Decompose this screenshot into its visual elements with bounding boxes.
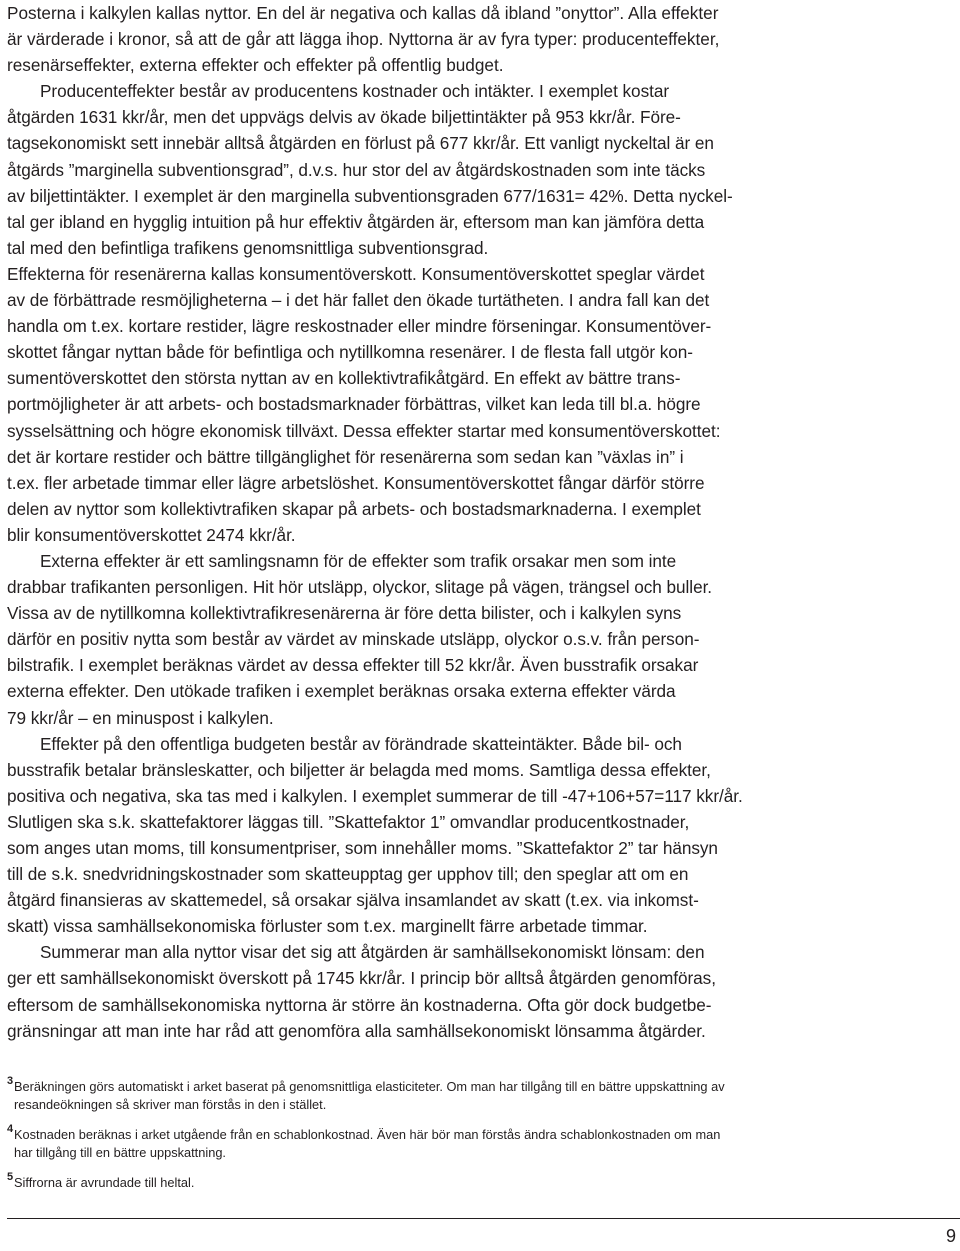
text-line: som anges utan moms, till konsumentpriser, som innehåller moms. ”Skattefaktor 2” tar hänsyn — [7, 838, 718, 858]
text-line: av de förbättrade resmöjligheterna – i det här fallet den ökade turtätheten. I andra fall kan det — [7, 290, 710, 311]
body-text — [7, 0, 789, 1044]
text-line: drabbar trafikanten personligen. Hit hör utsläpp, olyckor, slitage på vägen, trängsel och buller. — [7, 577, 713, 598]
text-line: Producenteffekter består av producentens kostnader och intäkter. I exemplet kostar — [40, 81, 670, 102]
text-line: gränsningar att man inte har råd att genomföra alla samhällsekonomiskt lönsamma åtgärder. — [7, 1020, 706, 1041]
footnotes — [7, 1075, 807, 1192]
text-line: 79 kkr/år – en minuspost i kalkylen. — [7, 707, 274, 728]
page-number: 9 — [945, 1226, 956, 1246]
text-line: delen av nyttor som kollektivtrafiken skapar på arbets- och bostadsmarknaderna. I exemplet — [7, 498, 701, 519]
text-line: t.ex. fler arbetade timmar eller lägre arbetslöshet. Konsumentöverskottet fångar därför större — [7, 472, 705, 493]
text-line: externa effekter. Den utökade trafiken i exemplet beräknas orsaka externa effekter värda — [7, 681, 676, 702]
text-line: positiva och negativa, ska tas med i kalkylen. I exemplet summerar de till -47+106+57=117 kkr/år. — [7, 785, 743, 806]
text-line: blir konsumentöverskottet 2474 kkr/år. — [7, 524, 296, 545]
text-line: portmöjligheter är att arbets- och bostadsmarknader förbättras, vilket kan leda till bl.a. högre — [7, 394, 701, 415]
footnote-line: Kostnaden beräknas i arket utgående från en schablonkostnad. Även här bör man förstås ändra schablonkostnaden om man — [14, 1127, 721, 1142]
text-line: åtgärden 1631 kkr/år, men det uppvägs delvis av ökade biljettintäkter på 953 kkr/år. Före- — [7, 107, 681, 128]
footnote-line: Siffrorna är avrundade till heltal. — [14, 1175, 195, 1190]
text-line: Effekter på den offentliga budgeten består av förändrade skatteintäkter. Både bil- och — [40, 733, 682, 754]
text-line: tagsekonomiskt sett innebär alltså åtgärden en förlust på 677 kkr/år. Ett vanligt nyckeltal är en — [7, 133, 714, 154]
text-line: Effekterna för resenärerna kallas konsumentöverskott. Konsumentöverskottet speglar värdet — [7, 263, 705, 284]
text-line: skottet fångar nyttan både för befintliga och nytillkomna resenärer. I de flesta fall utgör kon- — [7, 342, 693, 363]
text-line: Summerar man alla nyttor visar det sig att åtgärden är samhällsekonomiskt lönsam: den — [40, 942, 705, 963]
footnote-3 — [7, 1075, 807, 1113]
page-footer-rule — [7, 1218, 960, 1219]
footnote-4 — [7, 1123, 807, 1161]
text-line: åtgärds ”marginella subventionsgrad”, d.v.s. hur stor del av åtgärdskostnaden som inte täcks — [7, 159, 706, 180]
text-line: sysselsättning och högre ekonomisk tillväxt. Dessa effekter startar med konsumentöverskottet: — [7, 420, 721, 441]
footnote-number: 5 — [7, 1171, 14, 1183]
text-line: är värderade i kronor, så att de går att lägga ihop. Nyttorna är av fyra typer: producenteffekter, — [7, 29, 720, 50]
text-line: ger ett samhällsekonomiskt överskott på 1745 kkr/år. I princip bör alltså åtgärden genomföras, — [7, 968, 716, 989]
footnote-5 — [7, 1171, 807, 1192]
text-line: Externa effekter är ett samlingsnamn för de effekter som trafik orsakar men som inte — [40, 550, 677, 571]
footnote-line: resandeökningen så skriver man förstås in den i stället. — [14, 1096, 327, 1112]
text-line: tal ger ibland en hygglig intuition på hur effektiv åtgärden är, eftersom man kan jämföra detta — [7, 211, 705, 232]
text-line: Posterna i kalkylen kallas nyttor. En del är negativa och kallas då ibland ”onyttor”. Alla effekter — [7, 3, 719, 23]
footnote-line: Beräkningen görs automatiskt i arket baserat på genomsnittliga elasticiteter. Om man har tillgång till en bättre uppskattning av — [14, 1079, 725, 1094]
text-line: Vissa av de nytillkomna kollektivtrafikresenärerna är före detta bilister, och i kalkylen syns — [7, 603, 682, 624]
text-line: sumentöverskottet den största nyttan av en kollektivtrafikåtgärd. En effekt av bättre trans- — [7, 368, 681, 389]
text-line: bilstrafik. I exemplet beräknas värdet av dessa effekter till 52 kkr/år. Även busstrafik orsakar — [7, 655, 699, 676]
footnote-number: 4 — [7, 1123, 14, 1135]
text-line: Slutligen ska s.k. skattefaktorer läggas till. ”Skattefaktor 1” omvandlar producentkostnader, — [7, 811, 690, 832]
text-line: därför en positiv nytta som består av värdet av minskade utsläpp, olyckor o.s.v. från person- — [7, 629, 700, 650]
text-line: det är kortare restider och bättre tillgänglighet för resenärerna som sedan kan ”växlas in” i — [7, 446, 684, 467]
text-line: åtgärd finansieras av skattemedel, så orsakar själva insamlandet av skatt (t.ex. via inkomst- — [7, 890, 699, 911]
text-line: skatt) vissa samhällsekonomiska förluster som t.ex. marginellt färre arbetade timmar. — [7, 916, 648, 937]
text-line: till de s.k. snedvridningskostnader som skatteupptag ger upphov till; den speglar att om en — [7, 864, 689, 885]
text-line: eftersom de samhällsekonomiska nyttorna är större än kostnaderna. Ofta gör dock budgetbe- — [7, 994, 712, 1015]
footnote-line: har tillgång till en bättre uppskattning. — [14, 1144, 226, 1160]
text-line: handla om t.ex. kortare restider, lägre reskostnader eller mindre förseningar. Konsumentöver- — [7, 316, 712, 337]
text-line: tal med den befintliga trafikens genomsnittliga subventionsgrad. — [7, 237, 489, 258]
text-line: av biljettintäkter. I exemplet är den marginella subventionsgraden 677/1631= 42%. Detta nyckel- — [7, 185, 733, 206]
text-line: busstrafik betalar bränsleskatter, och biljetter är belagda med moms. Samtliga dessa effekter, — [7, 759, 711, 780]
text-line: resenärseffekter, externa effekter och effekter på offentlig budget. — [7, 55, 504, 76]
footnote-number: 3 — [7, 1075, 14, 1087]
